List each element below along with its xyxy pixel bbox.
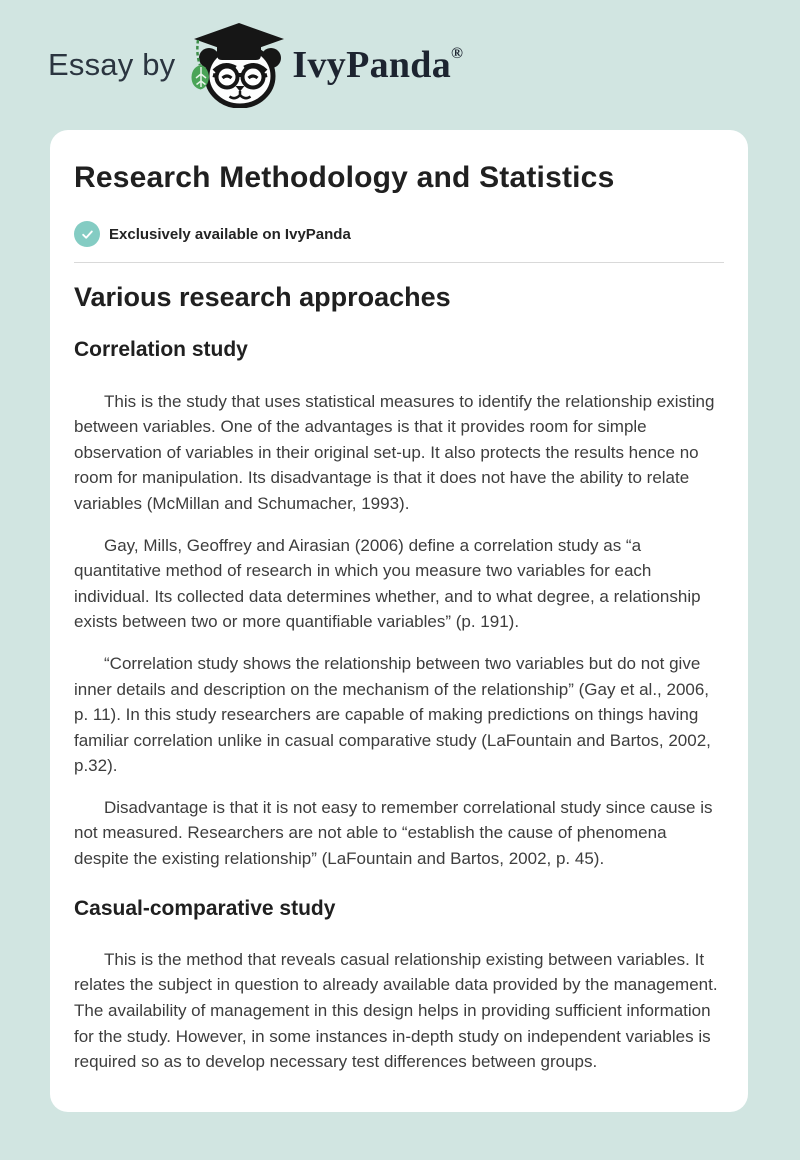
essay-title: Research Methodology and Statistics (74, 161, 615, 194)
check-icon (74, 221, 100, 247)
essay-by-label: Essay by (48, 47, 176, 82)
paragraph: “Correlation study shows the relationship between two variables but do not give inner details and description on the mechanism of the relationship” (Gay et al., 2006, p. 11). In this study researchers are capable of making predictions on things having familiar correlation unlike in casual comparative study (LaFountain and Bartos, 2002, p.32). (74, 653, 711, 776)
paragraph: This is the method that reveals casual relationship existing between variables. It relates the subject in question to already available data provided by the management. The availability of management in this design helps in providing sufficient information for the study. However, in some instances in-depth study on independent variables is required so as to develop necessary test differences between groups. (74, 949, 718, 1072)
registered-trademark: ® (451, 45, 464, 62)
section-heading: Various research approaches (74, 282, 451, 312)
subsection-heading-casual-comparative-study: Casual-comparative study (74, 896, 336, 920)
divider (74, 262, 724, 263)
exclusive-badge-label: Exclusively available on IvyPanda (109, 225, 351, 243)
panda-graduate-icon (189, 22, 287, 108)
essay-card (50, 130, 748, 1112)
site-header (0, 0, 800, 130)
exclusive-badge (74, 221, 724, 247)
subsection-heading-correlation-study: Correlation study (74, 338, 248, 362)
brand-text: IvyPanda (292, 44, 452, 86)
paragraph: Disadvantage is that it is not easy to remember correlational study since cause is not measured. Researchers are not able to “establish the cause of phenomena despite the existing relationship” (LaFountain and Bartos, 2002, p. 45). (74, 797, 713, 869)
brand-logo[interactable] (189, 22, 463, 108)
paragraph: Gay, Mills, Geoffrey and Airasian (2006) define a correlation study as “a quantitative method of research in which you measure two variables for each individual. Its collected data determines whether, and to what degree, a relationship exists between two or more quantifiable variables” (p. 191). (74, 535, 701, 632)
brand-name (292, 43, 463, 87)
paragraph: This is the study that uses statistical measures to identify the relationship existing between variables. One of the advantages is that it provides room for simple observation of variables in their original set-up. It also protects the results hence no room for manipulation. Its disadvantage is that it does not have the ability to relate variables (McMillan and Schumacher, 1993). (74, 391, 715, 513)
